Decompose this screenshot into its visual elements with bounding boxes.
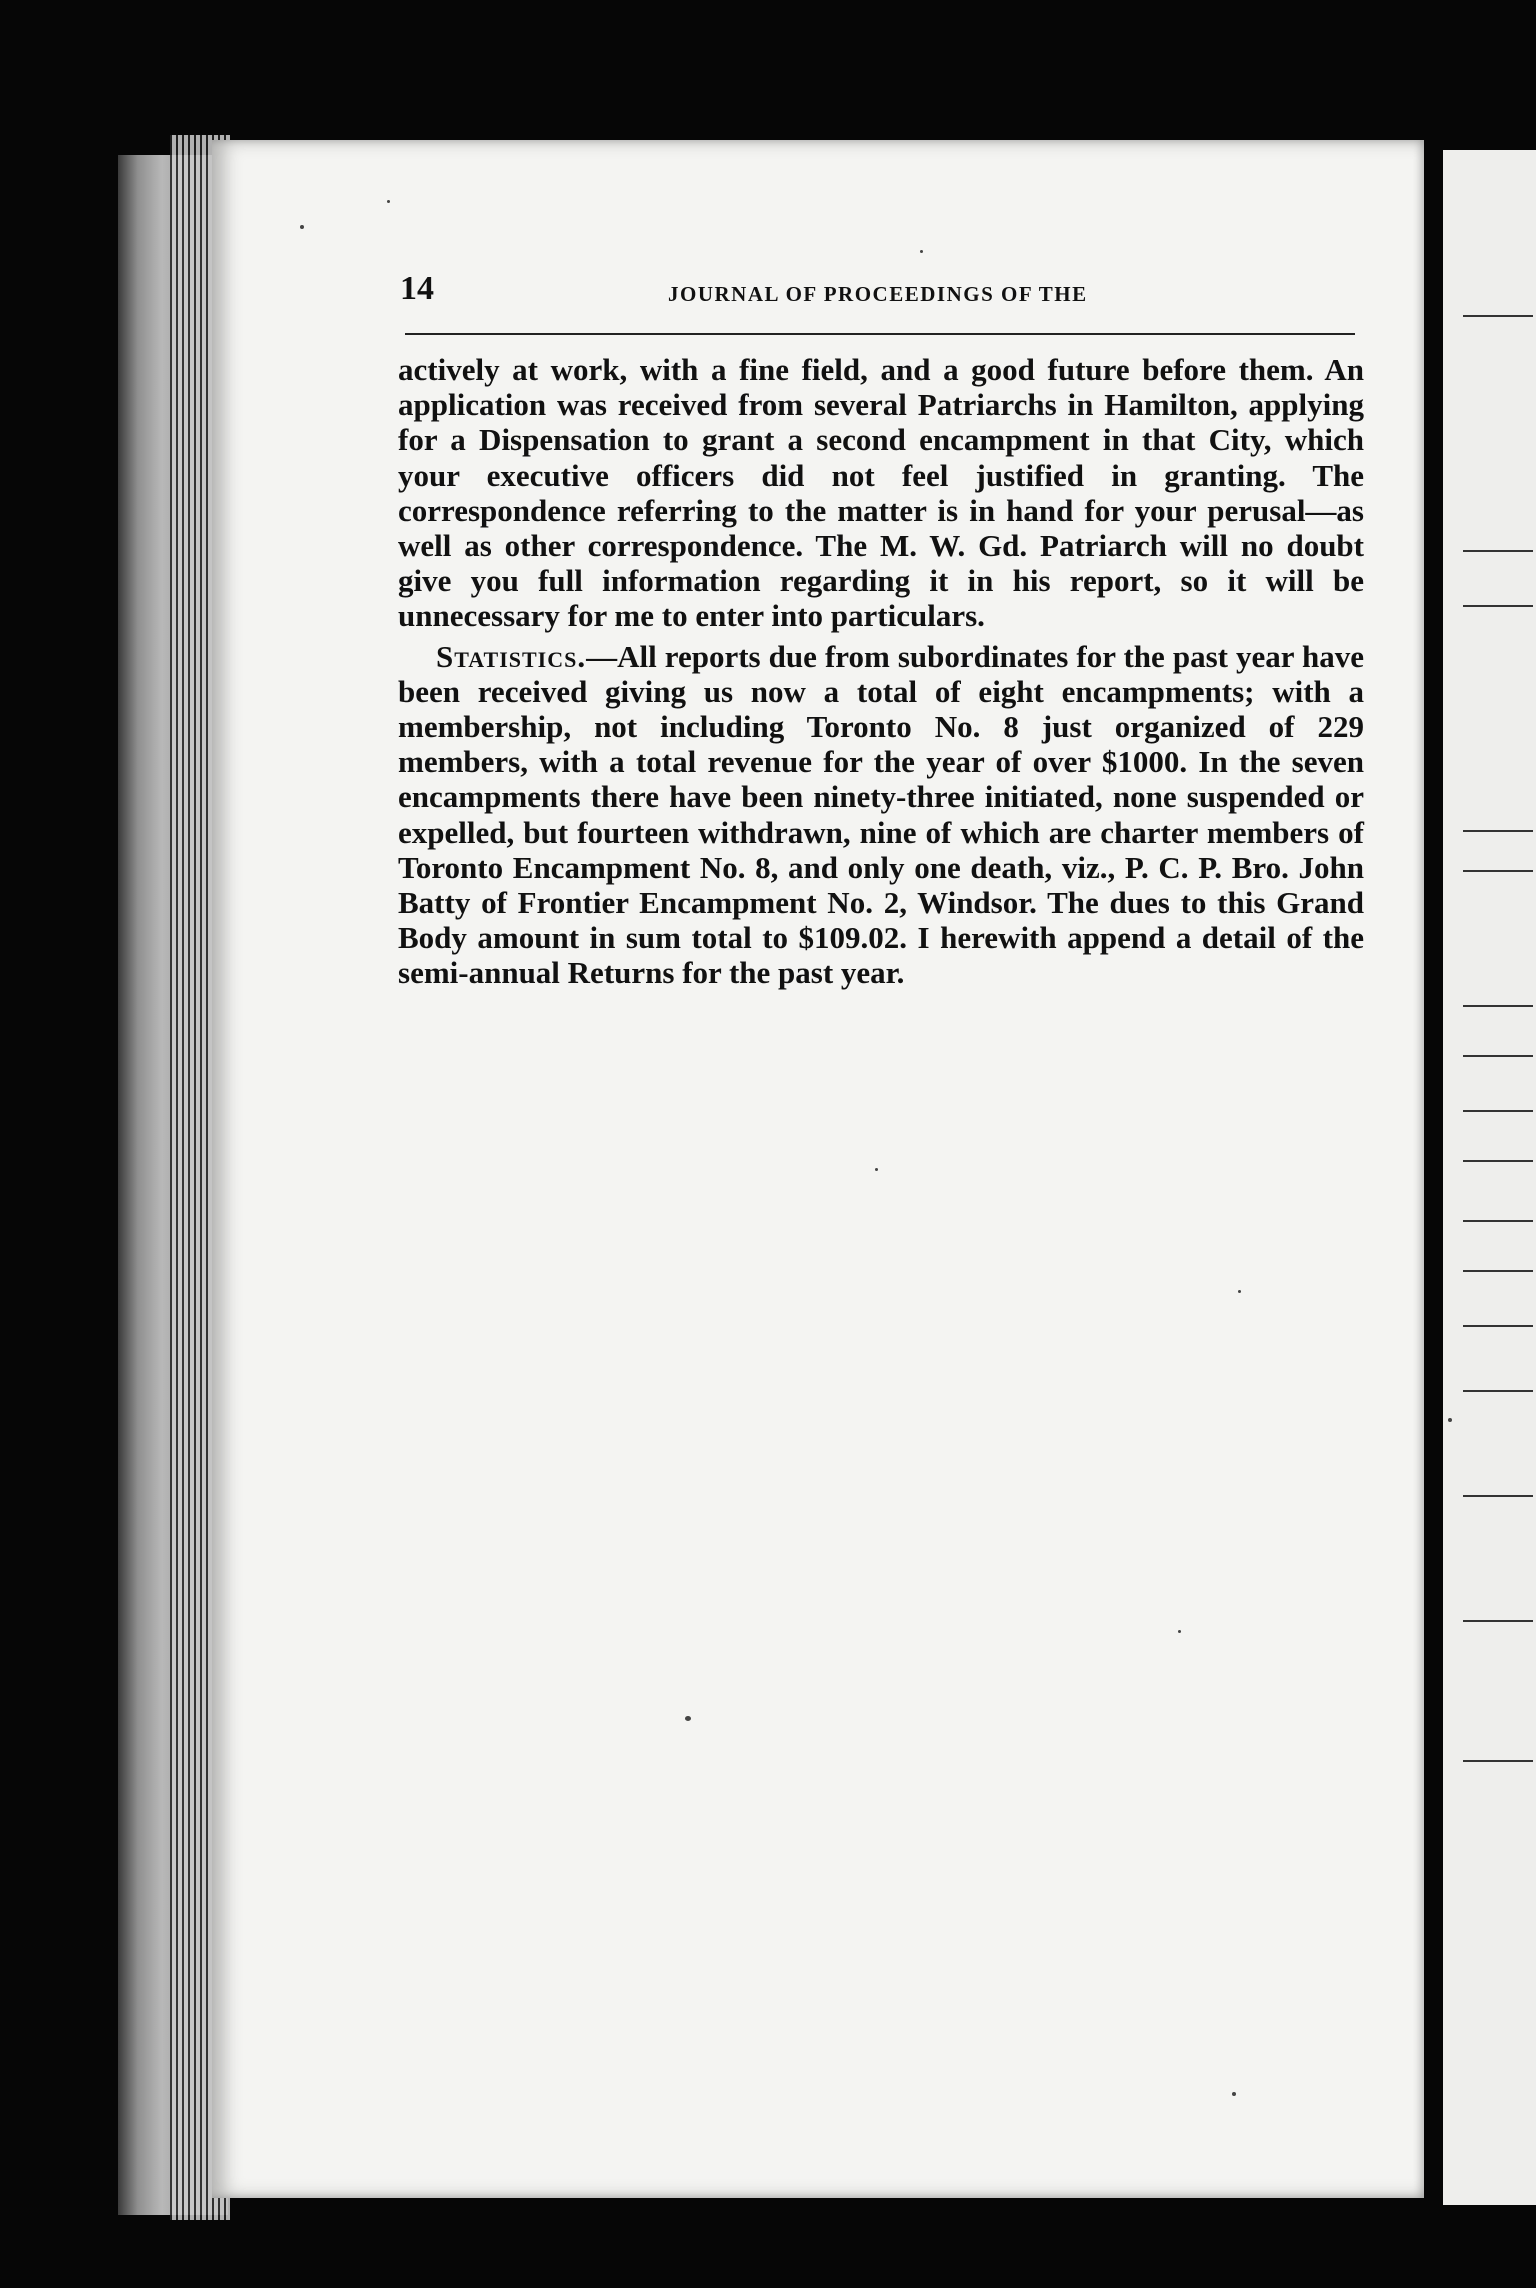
page-number: 14 [400, 270, 434, 307]
scan-speck [920, 250, 923, 253]
running-title: JOURNAL OF PROCEEDINGS OF THE [668, 282, 1088, 306]
adjacent-page-mark [1463, 1005, 1533, 1007]
body-text [398, 352, 1364, 996]
paragraph-statistics [398, 639, 1364, 991]
adjacent-page-mark [1463, 870, 1533, 872]
adjacent-page-mark [1463, 550, 1533, 552]
statistics-text: —All reports due from subordinates for the past year have been received giving us now a total of eight encampments; with a membership, not including Toronto No. 8 just organized of 229 members, with a total revenue for the year of over $1000. In the seven encampments there have been ninety-three initiated, none suspended or expelled, but fourteen withdrawn, nine of which are charter members of Toronto Encampment No. 8, and only one death, viz., P. C. P. Bro. John Batty of Frontier Encampment No. 2, Windsor. The dues to this Grand Body amount in sum total to $109.02. I herewith append a detail of the semi-annual Returns for the past year. [398, 638, 1364, 991]
scan-speck [387, 200, 390, 203]
scan-speck [1178, 1630, 1181, 1633]
scan-speck [685, 1716, 691, 1721]
running-header [400, 270, 1375, 330]
adjacent-page-mark [1463, 830, 1533, 832]
scan-speck [1232, 2092, 1236, 2096]
adjacent-page-mark [1463, 315, 1533, 317]
adjacent-page-mark [1463, 1495, 1533, 1497]
adjacent-page-mark [1463, 1390, 1533, 1392]
adjacent-page-mark [1463, 1160, 1533, 1162]
section-lead-statistics: Statistics. [436, 638, 587, 674]
adjacent-page-mark [1463, 605, 1533, 607]
adjacent-page-mark [1463, 1110, 1533, 1112]
scan-speck [300, 225, 304, 229]
adjacent-page-mark [1463, 1220, 1533, 1222]
scan-speck [1238, 1290, 1241, 1293]
adjacent-page-mark [1463, 1270, 1533, 1272]
scan-speck [1448, 1418, 1452, 1422]
adjacent-page-sliver [1443, 150, 1536, 2205]
adjacent-page-mark [1463, 1620, 1533, 1622]
adjacent-page-mark [1463, 1325, 1533, 1327]
adjacent-page-mark [1463, 1760, 1533, 1762]
scan-speck [875, 1168, 878, 1171]
adjacent-page-mark [1463, 1055, 1533, 1057]
header-rule [405, 333, 1355, 335]
paragraph-continuation: actively at work, with a fine field, and a good future before them. An application was received from several Patriarchs in Hamilton, applying for a Dispensation to grant a second encampment in that City, which your executive officers did not feel justified in granting. The correspondence referring to the matter is in hand for your perusal—as well as other correspondence. The M. W. Gd. Patriarch will no doubt give you full information regarding it in his report, so it will be unnecessary for me to enter into particulars. [398, 352, 1364, 634]
